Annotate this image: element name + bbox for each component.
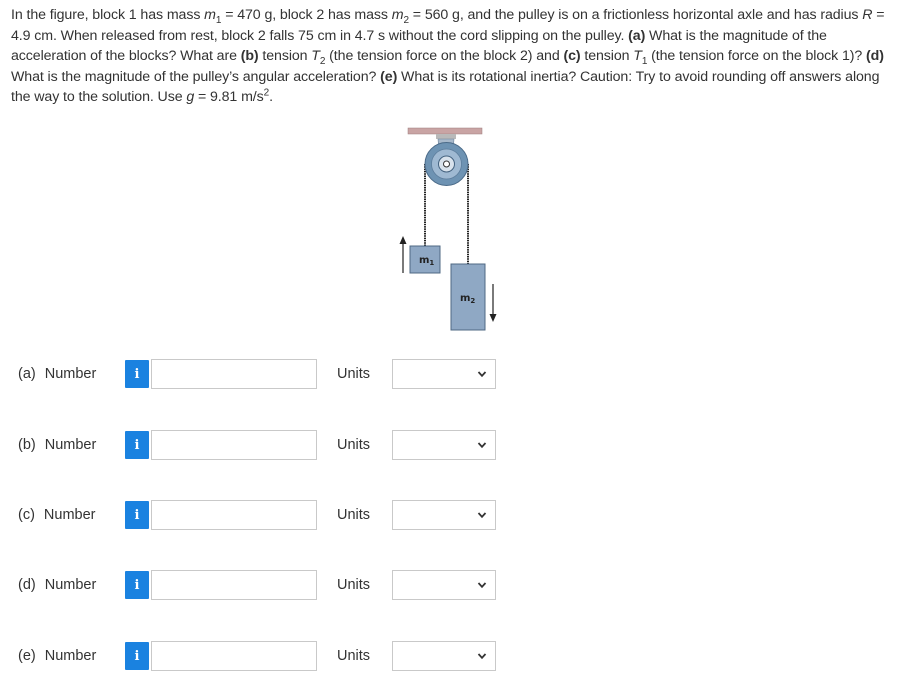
arrow-up-icon: [400, 236, 407, 273]
pulley-axle: [444, 161, 450, 167]
row-label: (a) Number: [18, 366, 97, 382]
number-input-b[interactable]: [151, 430, 317, 460]
chevron-down-icon: [477, 651, 487, 661]
info-icon: i: [134, 437, 140, 453]
ceiling-plate: [408, 128, 482, 134]
pulley-diagram: [398, 126, 502, 336]
chevron-down-icon: [477, 580, 487, 590]
chevron-down-icon: [477, 369, 487, 379]
row-label: (b) Number: [18, 437, 97, 453]
info-button[interactable]: [125, 431, 149, 459]
info-button[interactable]: [125, 360, 149, 388]
chevron-down-icon: [477, 440, 487, 450]
info-icon: i: [134, 648, 140, 664]
row-label: (e) Number: [18, 648, 97, 664]
info-button[interactable]: [125, 642, 149, 670]
block-2-label: $m_2$: [460, 293, 476, 305]
units-label: Units: [337, 507, 371, 523]
info-icon: i: [134, 366, 140, 382]
units-select-e[interactable]: [392, 641, 496, 671]
units-label: Units: [337, 437, 371, 453]
answer-row-d: [0, 570, 520, 602]
arrow-down-icon: [490, 284, 497, 322]
row-label: (c) Number: [18, 507, 96, 523]
units-select-b[interactable]: [392, 430, 496, 460]
units-label: Units: [337, 366, 371, 382]
ceiling-mount: [436, 134, 456, 139]
answer-row-a: [0, 359, 520, 391]
number-input-d[interactable]: [151, 570, 317, 600]
units-select-c[interactable]: [392, 500, 496, 530]
units-select-a[interactable]: [392, 359, 496, 389]
answer-row-b: [0, 430, 520, 462]
info-button[interactable]: [125, 571, 149, 599]
chevron-down-icon: [477, 510, 487, 520]
number-input-a[interactable]: [151, 359, 317, 389]
block-1-label: $m_1$: [419, 255, 435, 267]
pulley-figure: [398, 126, 502, 336]
info-icon: i: [134, 577, 140, 593]
answer-row-c: [0, 500, 520, 532]
info-button[interactable]: [125, 501, 149, 529]
units-label: Units: [337, 577, 371, 593]
number-input-c[interactable]: [151, 500, 317, 530]
info-icon: i: [134, 507, 140, 523]
answer-row-e: [0, 641, 520, 673]
number-input-e[interactable]: [151, 641, 317, 671]
row-label: (d) Number: [18, 577, 97, 593]
units-select-d[interactable]: [392, 570, 496, 600]
units-label: Units: [337, 648, 371, 664]
problem-statement: In the figure, block 1 has mass $m_1 = 470$ g, block 2 has mass $m_2 = 560$ g, and the pulley is on a frictionless horizontal axle and has radius R = 4.9 cm. When released from rest, block 2 falls 75 cm in 4.7 s without the cord slipping on the pulley. (a) What is the magnitude of the acceleration of the blocks? What are (b) tension $T_2$ (the tension force on the block 2) and (c) tension $T_1$ (the tension force on the block 1)? (d) What is the magnitude of the pulley’s angular acceleration? (e) What is its rotational inertia? Caution: Try to avoid rounding off answers along the way to the solution. Use g = 9.81 $m/s^2$.: [11, 7, 885, 105]
